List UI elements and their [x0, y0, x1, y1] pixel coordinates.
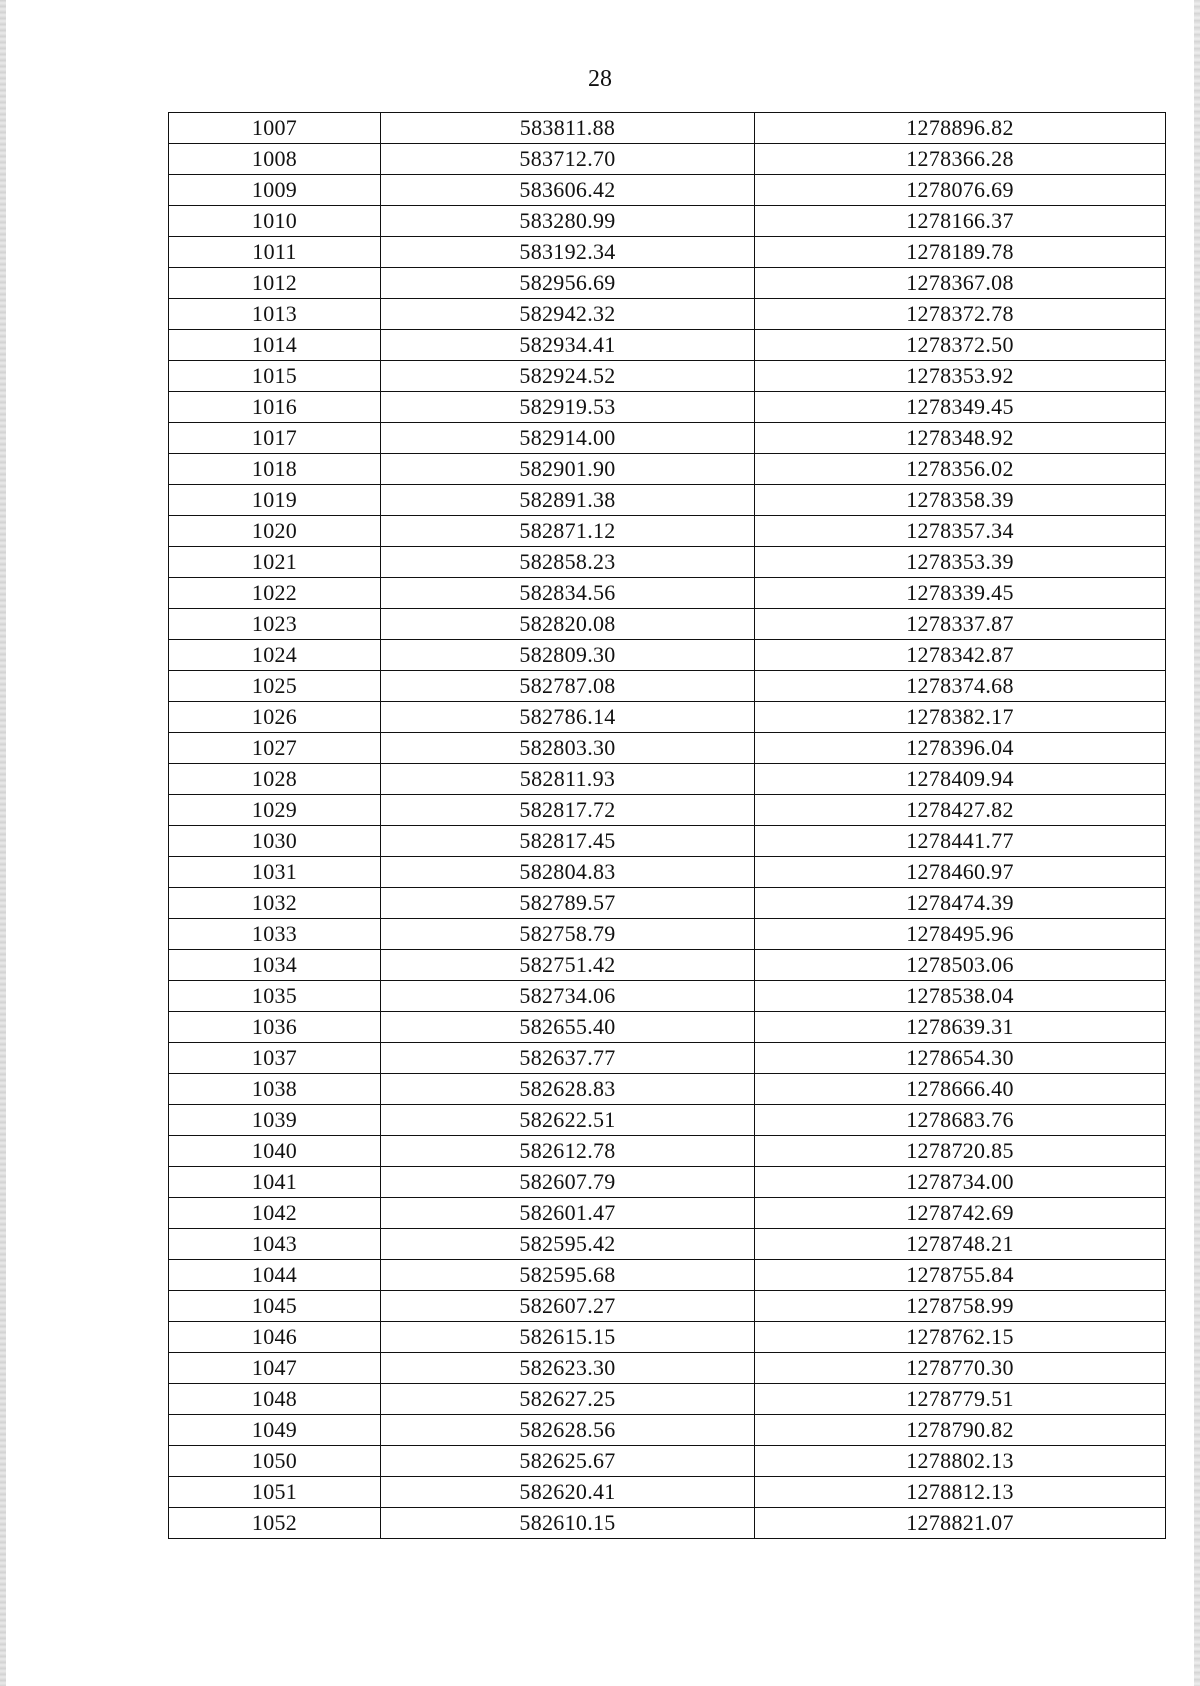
table-row — [169, 1384, 1166, 1415]
x-coordinate-cell: 583712.70 — [381, 144, 755, 175]
table-row — [169, 392, 1166, 423]
x-coordinate-cell: 582924.52 — [381, 361, 755, 392]
point-id-cell: 1011 — [169, 237, 381, 268]
y-coordinate-cell: 1278762.15 — [755, 1322, 1166, 1353]
table-row — [169, 671, 1166, 702]
point-id-cell: 1007 — [169, 113, 381, 144]
x-coordinate-cell: 582607.27 — [381, 1291, 755, 1322]
y-coordinate-cell: 1278790.82 — [755, 1415, 1166, 1446]
y-coordinate-cell: 1278742.69 — [755, 1198, 1166, 1229]
y-coordinate-cell: 1278076.69 — [755, 175, 1166, 206]
point-id-cell: 1016 — [169, 392, 381, 423]
point-id-cell: 1050 — [169, 1446, 381, 1477]
x-coordinate-cell: 582809.30 — [381, 640, 755, 671]
y-coordinate-cell: 1278748.21 — [755, 1229, 1166, 1260]
table-row — [169, 423, 1166, 454]
y-coordinate-cell: 1278755.84 — [755, 1260, 1166, 1291]
x-coordinate-cell: 582628.83 — [381, 1074, 755, 1105]
table-row — [169, 609, 1166, 640]
table-row — [169, 237, 1166, 268]
table-row — [169, 1136, 1166, 1167]
point-id-cell: 1015 — [169, 361, 381, 392]
table-row — [169, 330, 1166, 361]
y-coordinate-cell: 1278189.78 — [755, 237, 1166, 268]
table-row — [169, 1260, 1166, 1291]
x-coordinate-cell: 582620.41 — [381, 1477, 755, 1508]
table-row — [169, 144, 1166, 175]
y-coordinate-cell: 1278374.68 — [755, 671, 1166, 702]
table-row — [169, 361, 1166, 392]
y-coordinate-cell: 1278166.37 — [755, 206, 1166, 237]
x-coordinate-cell: 582610.15 — [381, 1508, 755, 1539]
point-id-cell: 1025 — [169, 671, 381, 702]
x-coordinate-cell: 582834.56 — [381, 578, 755, 609]
x-coordinate-cell: 582628.56 — [381, 1415, 755, 1446]
table-row — [169, 1446, 1166, 1477]
y-coordinate-cell: 1278503.06 — [755, 950, 1166, 981]
y-coordinate-cell: 1278779.51 — [755, 1384, 1166, 1415]
y-coordinate-cell: 1278353.92 — [755, 361, 1166, 392]
point-id-cell: 1035 — [169, 981, 381, 1012]
y-coordinate-cell: 1278474.39 — [755, 888, 1166, 919]
point-id-cell: 1009 — [169, 175, 381, 206]
table-row — [169, 857, 1166, 888]
y-coordinate-cell: 1278720.85 — [755, 1136, 1166, 1167]
point-id-cell: 1031 — [169, 857, 381, 888]
table-row — [169, 1105, 1166, 1136]
table-row — [169, 919, 1166, 950]
x-coordinate-cell: 582871.12 — [381, 516, 755, 547]
point-id-cell: 1023 — [169, 609, 381, 640]
table-row — [169, 1074, 1166, 1105]
point-id-cell: 1048 — [169, 1384, 381, 1415]
x-coordinate-cell: 582625.67 — [381, 1446, 755, 1477]
x-coordinate-cell: 583280.99 — [381, 206, 755, 237]
x-coordinate-cell: 582595.42 — [381, 1229, 755, 1260]
x-coordinate-cell: 582891.38 — [381, 485, 755, 516]
x-coordinate-cell: 583811.88 — [381, 113, 755, 144]
point-id-cell: 1028 — [169, 764, 381, 795]
point-id-cell: 1041 — [169, 1167, 381, 1198]
table-row — [169, 888, 1166, 919]
table-row — [169, 702, 1166, 733]
table-row — [169, 1508, 1166, 1539]
y-coordinate-cell: 1278896.82 — [755, 113, 1166, 144]
table-row — [169, 795, 1166, 826]
point-id-cell: 1030 — [169, 826, 381, 857]
table-row — [169, 1167, 1166, 1198]
table-row — [169, 1353, 1166, 1384]
coordinate-table-body — [169, 113, 1166, 1539]
y-coordinate-cell: 1278734.00 — [755, 1167, 1166, 1198]
table-row — [169, 485, 1166, 516]
point-id-cell: 1039 — [169, 1105, 381, 1136]
x-coordinate-cell: 582612.78 — [381, 1136, 755, 1167]
table-row — [169, 1043, 1166, 1074]
x-coordinate-cell: 582858.23 — [381, 547, 755, 578]
y-coordinate-cell: 1278441.77 — [755, 826, 1166, 857]
y-coordinate-cell: 1278666.40 — [755, 1074, 1166, 1105]
x-coordinate-cell: 582622.51 — [381, 1105, 755, 1136]
x-coordinate-cell: 582595.68 — [381, 1260, 755, 1291]
x-coordinate-cell: 582786.14 — [381, 702, 755, 733]
scan-edge-right — [1194, 0, 1200, 1686]
x-coordinate-cell: 582623.30 — [381, 1353, 755, 1384]
y-coordinate-cell: 1278821.07 — [755, 1508, 1166, 1539]
table-row — [169, 950, 1166, 981]
point-id-cell: 1026 — [169, 702, 381, 733]
point-id-cell: 1040 — [169, 1136, 381, 1167]
table-row — [169, 826, 1166, 857]
y-coordinate-cell: 1278802.13 — [755, 1446, 1166, 1477]
point-id-cell: 1034 — [169, 950, 381, 981]
point-id-cell: 1019 — [169, 485, 381, 516]
y-coordinate-cell: 1278812.13 — [755, 1477, 1166, 1508]
point-id-cell: 1037 — [169, 1043, 381, 1074]
y-coordinate-cell: 1278770.30 — [755, 1353, 1166, 1384]
x-coordinate-cell: 582817.72 — [381, 795, 755, 826]
y-coordinate-cell: 1278372.50 — [755, 330, 1166, 361]
table-row — [169, 1322, 1166, 1353]
point-id-cell: 1027 — [169, 733, 381, 764]
point-id-cell: 1014 — [169, 330, 381, 361]
table-row — [169, 981, 1166, 1012]
y-coordinate-cell: 1278339.45 — [755, 578, 1166, 609]
point-id-cell: 1051 — [169, 1477, 381, 1508]
x-coordinate-cell: 582787.08 — [381, 671, 755, 702]
point-id-cell: 1033 — [169, 919, 381, 950]
y-coordinate-cell: 1278353.39 — [755, 547, 1166, 578]
scan-edge-left — [0, 0, 6, 1686]
point-id-cell: 1043 — [169, 1229, 381, 1260]
x-coordinate-cell: 582804.83 — [381, 857, 755, 888]
x-coordinate-cell: 582942.32 — [381, 299, 755, 330]
point-id-cell: 1052 — [169, 1508, 381, 1539]
table-row — [169, 454, 1166, 485]
point-id-cell: 1047 — [169, 1353, 381, 1384]
y-coordinate-cell: 1278758.99 — [755, 1291, 1166, 1322]
y-coordinate-cell: 1278683.76 — [755, 1105, 1166, 1136]
x-coordinate-cell: 582789.57 — [381, 888, 755, 919]
point-id-cell: 1012 — [169, 268, 381, 299]
table-row — [169, 1291, 1166, 1322]
table-row — [169, 268, 1166, 299]
table-row — [169, 578, 1166, 609]
page-number: 28 — [588, 66, 612, 92]
y-coordinate-cell: 1278639.31 — [755, 1012, 1166, 1043]
point-id-cell: 1021 — [169, 547, 381, 578]
x-coordinate-cell: 582607.79 — [381, 1167, 755, 1198]
table-row — [169, 764, 1166, 795]
x-coordinate-cell: 582655.40 — [381, 1012, 755, 1043]
table-row — [169, 1415, 1166, 1446]
x-coordinate-cell: 582734.06 — [381, 981, 755, 1012]
y-coordinate-cell: 1278366.28 — [755, 144, 1166, 175]
point-id-cell: 1017 — [169, 423, 381, 454]
x-coordinate-cell: 582934.41 — [381, 330, 755, 361]
y-coordinate-cell: 1278538.04 — [755, 981, 1166, 1012]
point-id-cell: 1038 — [169, 1074, 381, 1105]
table-row — [169, 206, 1166, 237]
y-coordinate-cell: 1278372.78 — [755, 299, 1166, 330]
x-coordinate-cell: 582820.08 — [381, 609, 755, 640]
x-coordinate-cell: 582919.53 — [381, 392, 755, 423]
table-row — [169, 299, 1166, 330]
y-coordinate-cell: 1278348.92 — [755, 423, 1166, 454]
point-id-cell: 1013 — [169, 299, 381, 330]
x-coordinate-cell: 582901.90 — [381, 454, 755, 485]
coordinate-table — [168, 112, 1166, 1539]
y-coordinate-cell: 1278495.96 — [755, 919, 1166, 950]
table-row — [169, 640, 1166, 671]
table-row — [169, 733, 1166, 764]
y-coordinate-cell: 1278654.30 — [755, 1043, 1166, 1074]
point-id-cell: 1024 — [169, 640, 381, 671]
x-coordinate-cell: 582811.93 — [381, 764, 755, 795]
x-coordinate-cell: 582914.00 — [381, 423, 755, 454]
x-coordinate-cell: 582956.69 — [381, 268, 755, 299]
x-coordinate-cell: 582758.79 — [381, 919, 755, 950]
point-id-cell: 1020 — [169, 516, 381, 547]
y-coordinate-cell: 1278337.87 — [755, 609, 1166, 640]
y-coordinate-cell: 1278349.45 — [755, 392, 1166, 423]
point-id-cell: 1045 — [169, 1291, 381, 1322]
x-coordinate-cell: 582751.42 — [381, 950, 755, 981]
y-coordinate-cell: 1278358.39 — [755, 485, 1166, 516]
table-row — [169, 1012, 1166, 1043]
y-coordinate-cell: 1278357.34 — [755, 516, 1166, 547]
table-row — [169, 175, 1166, 206]
y-coordinate-cell: 1278460.97 — [755, 857, 1166, 888]
y-coordinate-cell: 1278396.04 — [755, 733, 1166, 764]
point-id-cell: 1032 — [169, 888, 381, 919]
table-row — [169, 516, 1166, 547]
point-id-cell: 1010 — [169, 206, 381, 237]
point-id-cell: 1036 — [169, 1012, 381, 1043]
y-coordinate-cell: 1278382.17 — [755, 702, 1166, 733]
point-id-cell: 1044 — [169, 1260, 381, 1291]
x-coordinate-cell: 582601.47 — [381, 1198, 755, 1229]
table-row — [169, 113, 1166, 144]
y-coordinate-cell: 1278427.82 — [755, 795, 1166, 826]
table-row — [169, 1198, 1166, 1229]
x-coordinate-cell: 582615.15 — [381, 1322, 755, 1353]
y-coordinate-cell: 1278356.02 — [755, 454, 1166, 485]
table-row — [169, 1477, 1166, 1508]
y-coordinate-cell: 1278342.87 — [755, 640, 1166, 671]
y-coordinate-cell: 1278409.94 — [755, 764, 1166, 795]
point-id-cell: 1046 — [169, 1322, 381, 1353]
point-id-cell: 1049 — [169, 1415, 381, 1446]
x-coordinate-cell: 582803.30 — [381, 733, 755, 764]
table-row — [169, 547, 1166, 578]
point-id-cell: 1042 — [169, 1198, 381, 1229]
x-coordinate-cell: 582637.77 — [381, 1043, 755, 1074]
x-coordinate-cell: 583192.34 — [381, 237, 755, 268]
x-coordinate-cell: 583606.42 — [381, 175, 755, 206]
x-coordinate-cell: 582627.25 — [381, 1384, 755, 1415]
y-coordinate-cell: 1278367.08 — [755, 268, 1166, 299]
point-id-cell: 1029 — [169, 795, 381, 826]
table-row — [169, 1229, 1166, 1260]
x-coordinate-cell: 582817.45 — [381, 826, 755, 857]
point-id-cell: 1008 — [169, 144, 381, 175]
point-id-cell: 1018 — [169, 454, 381, 485]
point-id-cell: 1022 — [169, 578, 381, 609]
